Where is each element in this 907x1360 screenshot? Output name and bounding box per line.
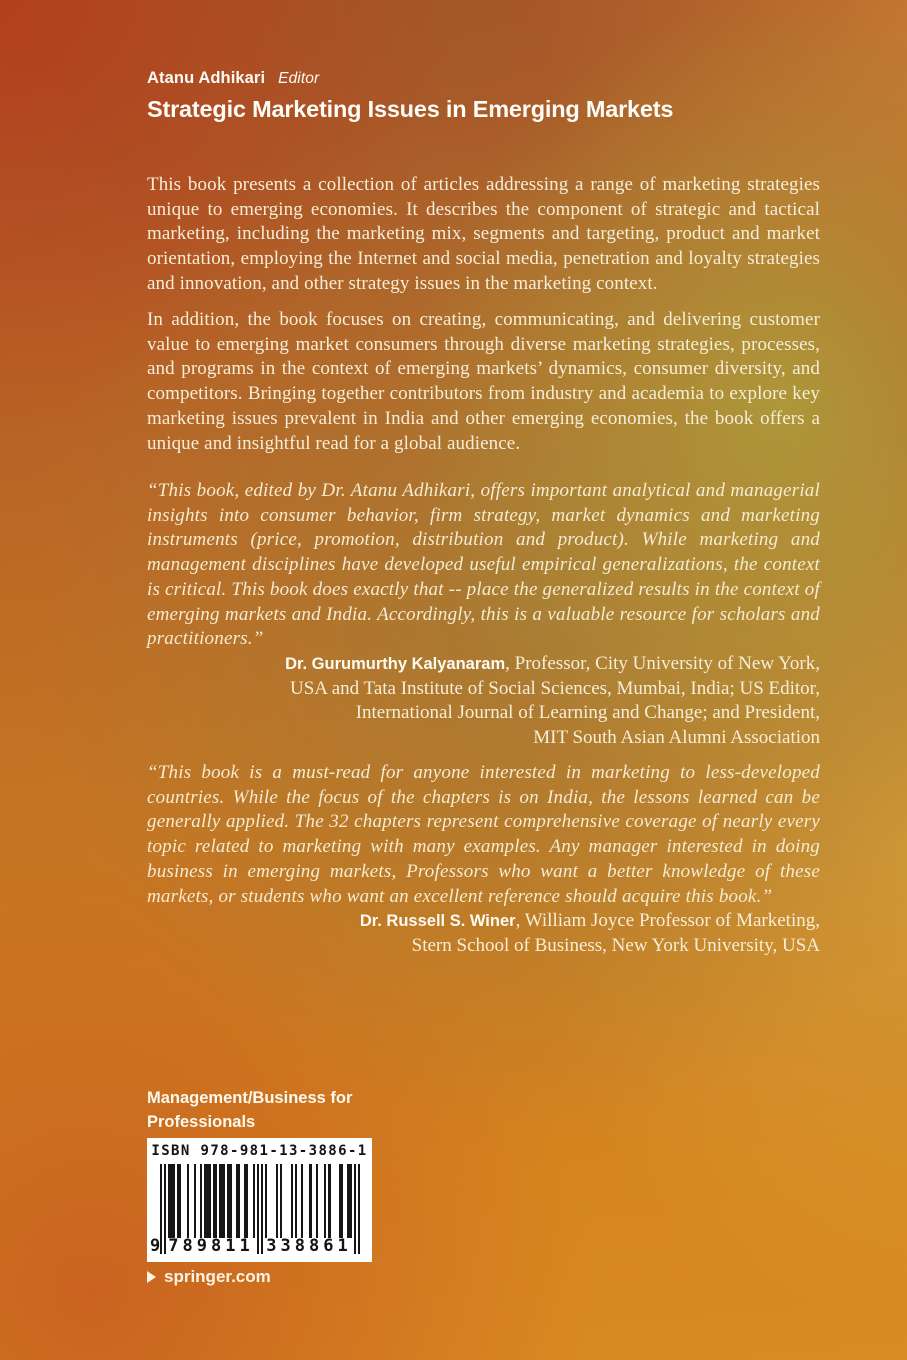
barcode-bar — [347, 1164, 351, 1238]
attribution-line: Stern School of Business, New York University, USA — [411, 934, 820, 956]
author-line — [147, 69, 319, 88]
attribution-line: MIT South Asian Alumni Association — [533, 727, 820, 749]
barcode-bar — [236, 1164, 240, 1238]
attribution-line — [147, 909, 820, 934]
springer-logo — [147, 1267, 271, 1287]
barcode-bar — [309, 1164, 311, 1238]
attribution-line: USA and Tata Institute of Social Sciences, Mumbai, India; US Editor, — [289, 677, 820, 699]
barcode-bar — [187, 1164, 189, 1238]
barcode-bar — [328, 1164, 330, 1238]
barcode-bar — [177, 1164, 181, 1238]
barcode-bar — [194, 1164, 196, 1238]
barcode-bar — [244, 1164, 248, 1238]
review-attribution-2 — [147, 909, 820, 958]
book-title: Strategic Marketing Issues in Emerging Markets — [147, 96, 674, 122]
ean-digit-group: 338861 — [266, 1236, 352, 1256]
barcode-bar — [219, 1164, 225, 1238]
barcode-bar — [295, 1164, 297, 1238]
triangle-icon — [147, 1271, 156, 1283]
reviewer-name: Dr. Russell S. Winer — [359, 912, 516, 930]
barcode-bar — [339, 1164, 343, 1238]
reviewer-title: , William Joyce Professor of Marketing, — [515, 910, 820, 931]
reviewer-name: Dr. Gurumurthy Kalyanaram — [285, 655, 506, 673]
attribution-line: International Journal of Learning and Change; and President, — [355, 702, 820, 724]
barcode-bar — [324, 1164, 326, 1238]
isbn-number: ISBN 978-981-13-3886-1 — [151, 1143, 368, 1159]
barcode-bar — [301, 1164, 303, 1238]
barcode-bar — [265, 1164, 267, 1238]
review-quote-1: “This book, edited by Dr. Atanu Adhikari, offers important analytical and managerial insights into consumer behavior, firm strategy, market dynamics and marketing instruments (price, promotion, distribution and product). While marketing and management disciplines have developed useful empirical generalizations, the context is critical. This book does exactly that -- place the generalized results in the context of emerging markets and India. Accordingly, this is a valuable resource for scholars and practitioners.” — [147, 480, 820, 650]
barcode-bar — [276, 1164, 278, 1238]
barcode-bar — [204, 1164, 210, 1238]
description-paragraph-1: This book presents a collection of articles addressing a range of marketing strategies unique to emerging economies. It describes the component of strategic and tactical marketing, including the marketing mix, segments and targeting, product and market orientation, employing the Internet and social media, penetration and loyalty strategies and innovation, and other strategy issues in the marketing context. — [147, 174, 820, 294]
editor-label: Editor — [278, 70, 320, 87]
category-line: Management/Business for — [147, 1089, 353, 1107]
ean-digit-group: 9 — [150, 1236, 161, 1256]
attribution-line — [147, 652, 820, 677]
barcode-bar — [316, 1164, 318, 1238]
barcode-bar — [213, 1164, 217, 1238]
barcode-bar — [227, 1164, 231, 1238]
springer-url: springer.com — [164, 1267, 271, 1286]
barcode-bar — [168, 1164, 174, 1238]
ean-digit-group: 789811 — [168, 1236, 254, 1256]
barcode-bar — [291, 1164, 293, 1238]
author-name: Atanu Adhikari — [147, 69, 266, 87]
subject-category — [147, 1086, 352, 1134]
isbn-barcode — [147, 1138, 372, 1262]
description-paragraph-2: In addition, the book focuses on creating, communicating, and delivering customer value to emerging market consumers through diverse marketing strategies, processes, and programs in the context of emerging markets’ dynamics, consumer diversity, and competitors. Bringing together contributors from industry and academia to explore key marketing issues prevalent in India and other emerging economies, the book offers a unique and insightful read for a global audience. — [147, 309, 820, 454]
review-attribution-1 — [147, 652, 820, 751]
barcode-bar — [280, 1164, 282, 1238]
category-line: Professionals — [147, 1113, 256, 1131]
ean-number-row — [150, 1236, 360, 1258]
barcode-bar — [253, 1164, 255, 1238]
barcode-bar — [200, 1164, 202, 1238]
review-quote-2: “This book is a must-read for anyone interested in marketing to less-developed countries. While the focus of the chapters is on India, the lessons learned can be generally applied. The 32 chapters represent comprehensive coverage of nearly every topic related to marketing with many examples. Any manager interested in doing business in emerging markets, Professors who want a better knowledge of these markets, or students who want an excellent reference should acquire this book.” — [147, 762, 820, 907]
reviewer-title: , Professor, City University of New York, — [505, 653, 820, 674]
